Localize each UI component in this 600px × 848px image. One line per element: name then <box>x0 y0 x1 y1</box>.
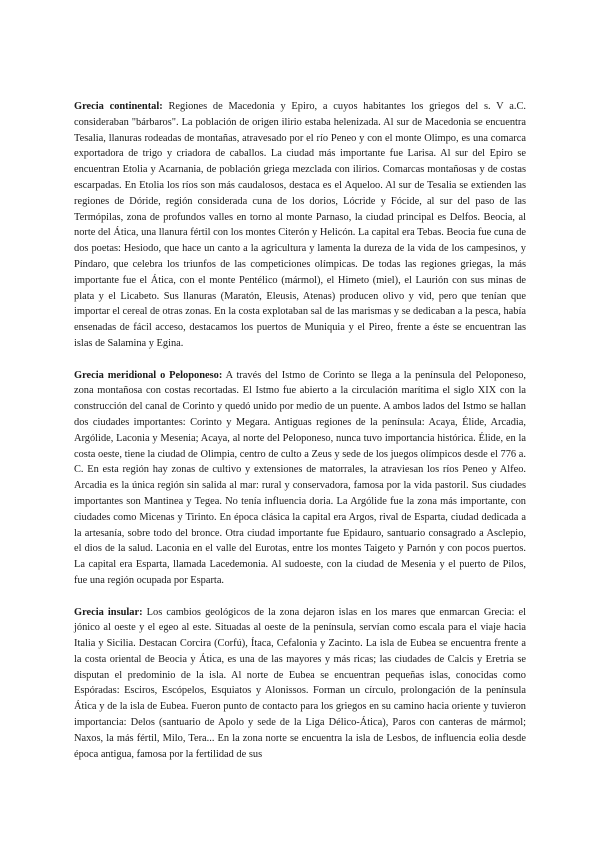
document-page <box>74 99 526 778</box>
section-heading: Grecia insular: <box>74 606 143 618</box>
section-body: Regiones de Macedonia y Epiro, a cuyos habitantes los griegos del s. V a.C. consideraban "bárbaros". La población de origen ilirio estaba helenizada. Al sur de Macedonia se encuentra Tesalia, llanuras rodeadas de montañas, atravesado por el río Peneo y con el monte Olimpo, es una comarca exportadora de trigo y criadora de caballos. La ciudad más importante fue Larisa. Al sur del Epiro se encuentran Etolia y Acarnania, de población griega mezclada con ilirios. Comarcas montañosas y de costas escarpadas. En Etolia los ríos son más caudalosos, destaca es el Aqueloo. Al sur de Tesalia se extienden las regiones de Dóride, región considerada cuna de los dorios, Lócride y Fócide, al sur del paso de las Termópilas, zona de profundos valles en torno al monte Parnaso, la ciudad principal es Delfos. Beocia, al norte del Ática, una llanura fértil con los montes Citerón y Helicón. La capital era Tebas. Beocia fue cuna de dos poetas: Hesiodo, que hace un canto a la agricultura y lamenta la dureza de la vida de los campesinos, y Píndaro, que celebra los triunfos de las competiciones olímpicas. De todas las regiones griegas, la más importante fue el Ática, con el monte Pentélico (mármol), el Himeto (miel), el Laurión con sus minas de plata y el Licabeto. Sus llanuras (Maratón, Eleusis, Atenas) producen olivo y vid, pero que tenían que importar el cereal de otras zonas. En la costa explotaban sal de las marismas y se dedicaban a la pesca, había ensenadas de fácil acceso, destacamos los puertos de Muniquia y el Pireo, frente a éste se encuentran las islas de Salamina y Egina. <box>74 101 527 349</box>
section-heading: Grecia continental: <box>74 101 163 112</box>
section-body: A través del Istmo de Corinto se llega a la península del Peloponeso, zona montañosa con costas recortadas. El Istmo fue abierto a la circulación marítima el siglo XIX con la construcción del canal de Corinto y quedó unido por medio de un puente. A ambos lados del Istmo se hallan dos ciudades importantes: Corinto y Megara. Antiguas regiones de la península: Acaya, Élide, Arcadia, Argólide, Laconia y Mesenia; Acaya, al norte del Peloponeso, nunca tuvo importancia histórica. Élide, en la costa oeste, tiene la ciudad de Olimpia, centro de culto a Zeus y sede de los juegos olímpicos desde el 776 a. C. En esta región hay zonas de cultivo y extensiones de matorrales, la atraviesan los ríos Peneo y Alfeo. Arcadia es la única región sin salida al mar: rural y conservadora, famosa por la vida pastoril. Sus ciudades importantes son Mantinea y Tegea. No tenía influencia doria. La Argólide fue la zona más importante, con ciudades como Micenas y Tirinto. En época clásica la capital era Argos, rival de Esparta, ciudad dedicada a la artesanía, sobre todo del bronce. Otra ciudad importante fue Epidauro, santuario consagrado a Asclepio, el dios de la salud. Laconia en el valle del Eurotas, entre los montes Taigeto y Parnón y con pocos puertos. La capital era Esparta, llamada Lacedemonia. Al sudoeste, con la ciudad de Mesenia y el puerto de Pilos, fue una región ocupada por Esparta. <box>74 369 526 586</box>
section-heading: Grecia meridional o Peloponeso: <box>74 369 223 381</box>
section-grecia-continental <box>74 99 526 352</box>
section-grecia-meridional <box>74 368 526 589</box>
section-body: Los cambios geológicos de la zona dejaron islas en los mares que enmarcan Grecia: el jónico al oeste y el egeo al este. Situadas al oeste de la península, servían como escala para el viaje hacia Italia y Sicilia. Destacan Corcira (Corfú), Ítaca, Cefalonia y Zacinto. La isla de Eubea se encuentra frente a la costa oriental de Beocia y Ática, es una de las mayores y más ricas; las ciudades de Calcis y Eretria se disputan el predominio de la isla. Al norte de Eubea se encuentran pequeñas islas, conocidas como Espóradas: Esciros, Escópelos, Esquiatos y Alonissos. Forman un círculo, prolongación de la península Ática y de la isla de Eubea. Fueron punto de contacto para los griegos en su camino hacia oriente y tuvieron importancia: Delos (santuario de Apolo y sede de la Liga Délico-Ática), Paros con canteras de mármol; Naxos, la más fértil, Milo, Tera... En la zona norte se encuentra la isla de Lesbos, de influencia eolia desde época antigua, famosa por la fertilidad de sus <box>74 606 526 760</box>
section-grecia-insular <box>74 605 526 763</box>
